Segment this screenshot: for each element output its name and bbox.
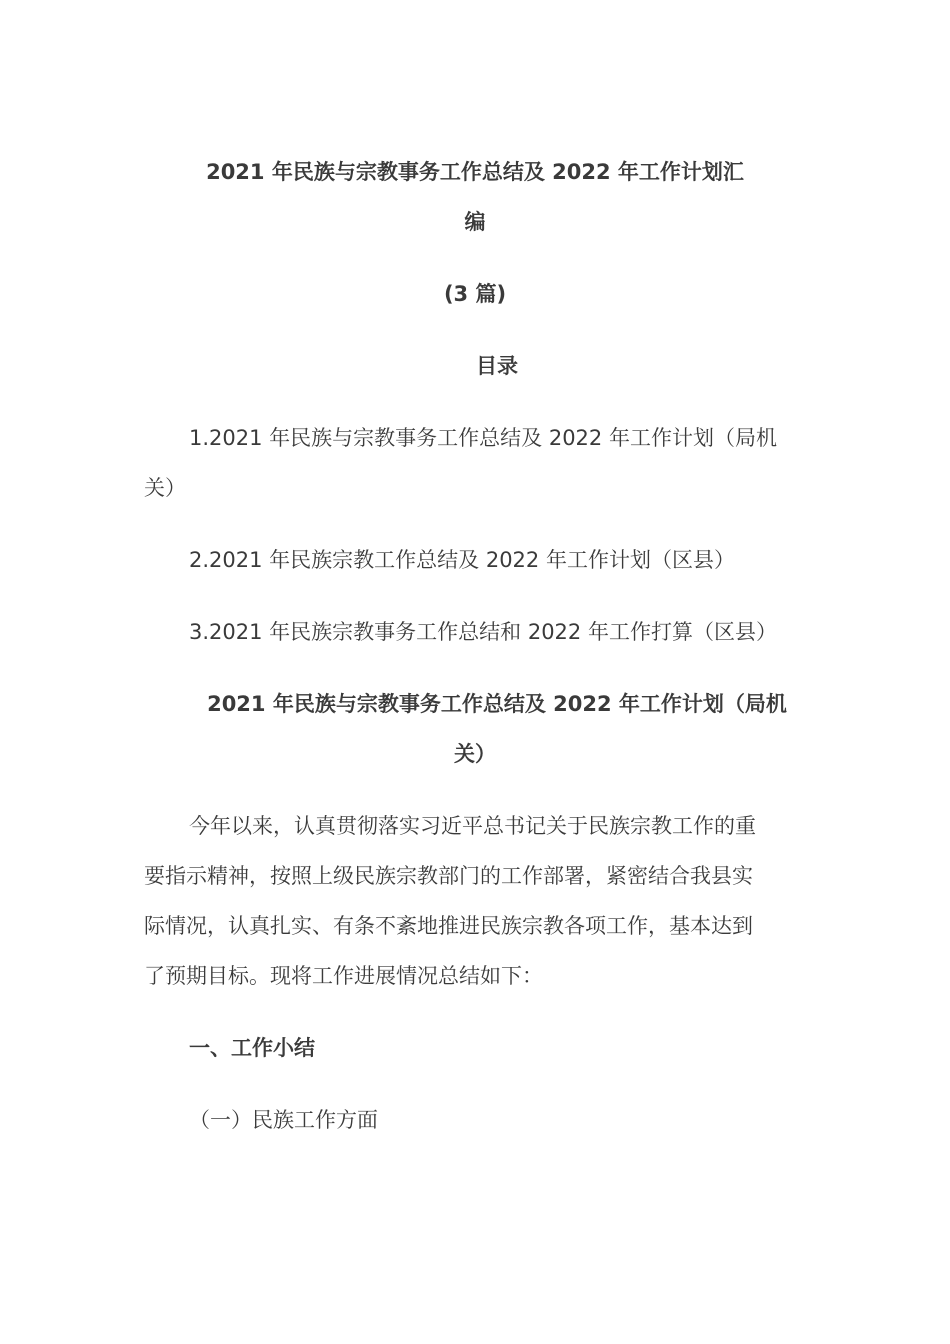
document-subtitle: (3 篇) [443,282,507,306]
toc-item-1-line-2: 关） [144,476,186,500]
intro-line-3: 际情况，认真扎实、有条不紊地推进民族宗教各项工作，基本达到 [144,914,753,938]
intro-paragraph [144,801,806,1001]
intro-line-2: 要指示精神，按照上级民族宗教部门的工作部署，紧密结合我县实 [144,864,753,888]
toc-item-3: 3.2021 年民族宗教事务工作总结和 2022 年工作打算（区县） [189,620,777,644]
toc-item [144,413,806,513]
heading-ethnic-work: （一）民族工作方面 [189,1108,378,1132]
document-title-line-2: 编 [464,210,486,234]
toc-heading: 目录 [476,354,518,378]
toc-item-2: 2.2021 年民族宗教工作总结及 2022 年工作计划（区县） [189,548,735,572]
intro-line-1: 今年以来，认真贯彻落实习近平总书记关于民族宗教工作的重 [189,814,756,838]
document-content [144,147,806,1145]
section-title-line-1: 2021 年民族与宗教事务工作总结及 2022 年工作计划（局机 [207,692,787,716]
heading-work-summary: 一、工作小结 [189,1036,315,1060]
section-title-line-2: 关） [454,742,496,766]
document-title-line-1: 2021 年民族与宗教事务工作总结及 2022 年工作计划汇 [206,160,744,184]
intro-line-4: 了预期目标。现将工作进展情况总结如下： [144,964,543,988]
toc-item-1-line-1: 1.2021 年民族与宗教事务工作总结及 2022 年工作计划（局机 [189,426,777,450]
